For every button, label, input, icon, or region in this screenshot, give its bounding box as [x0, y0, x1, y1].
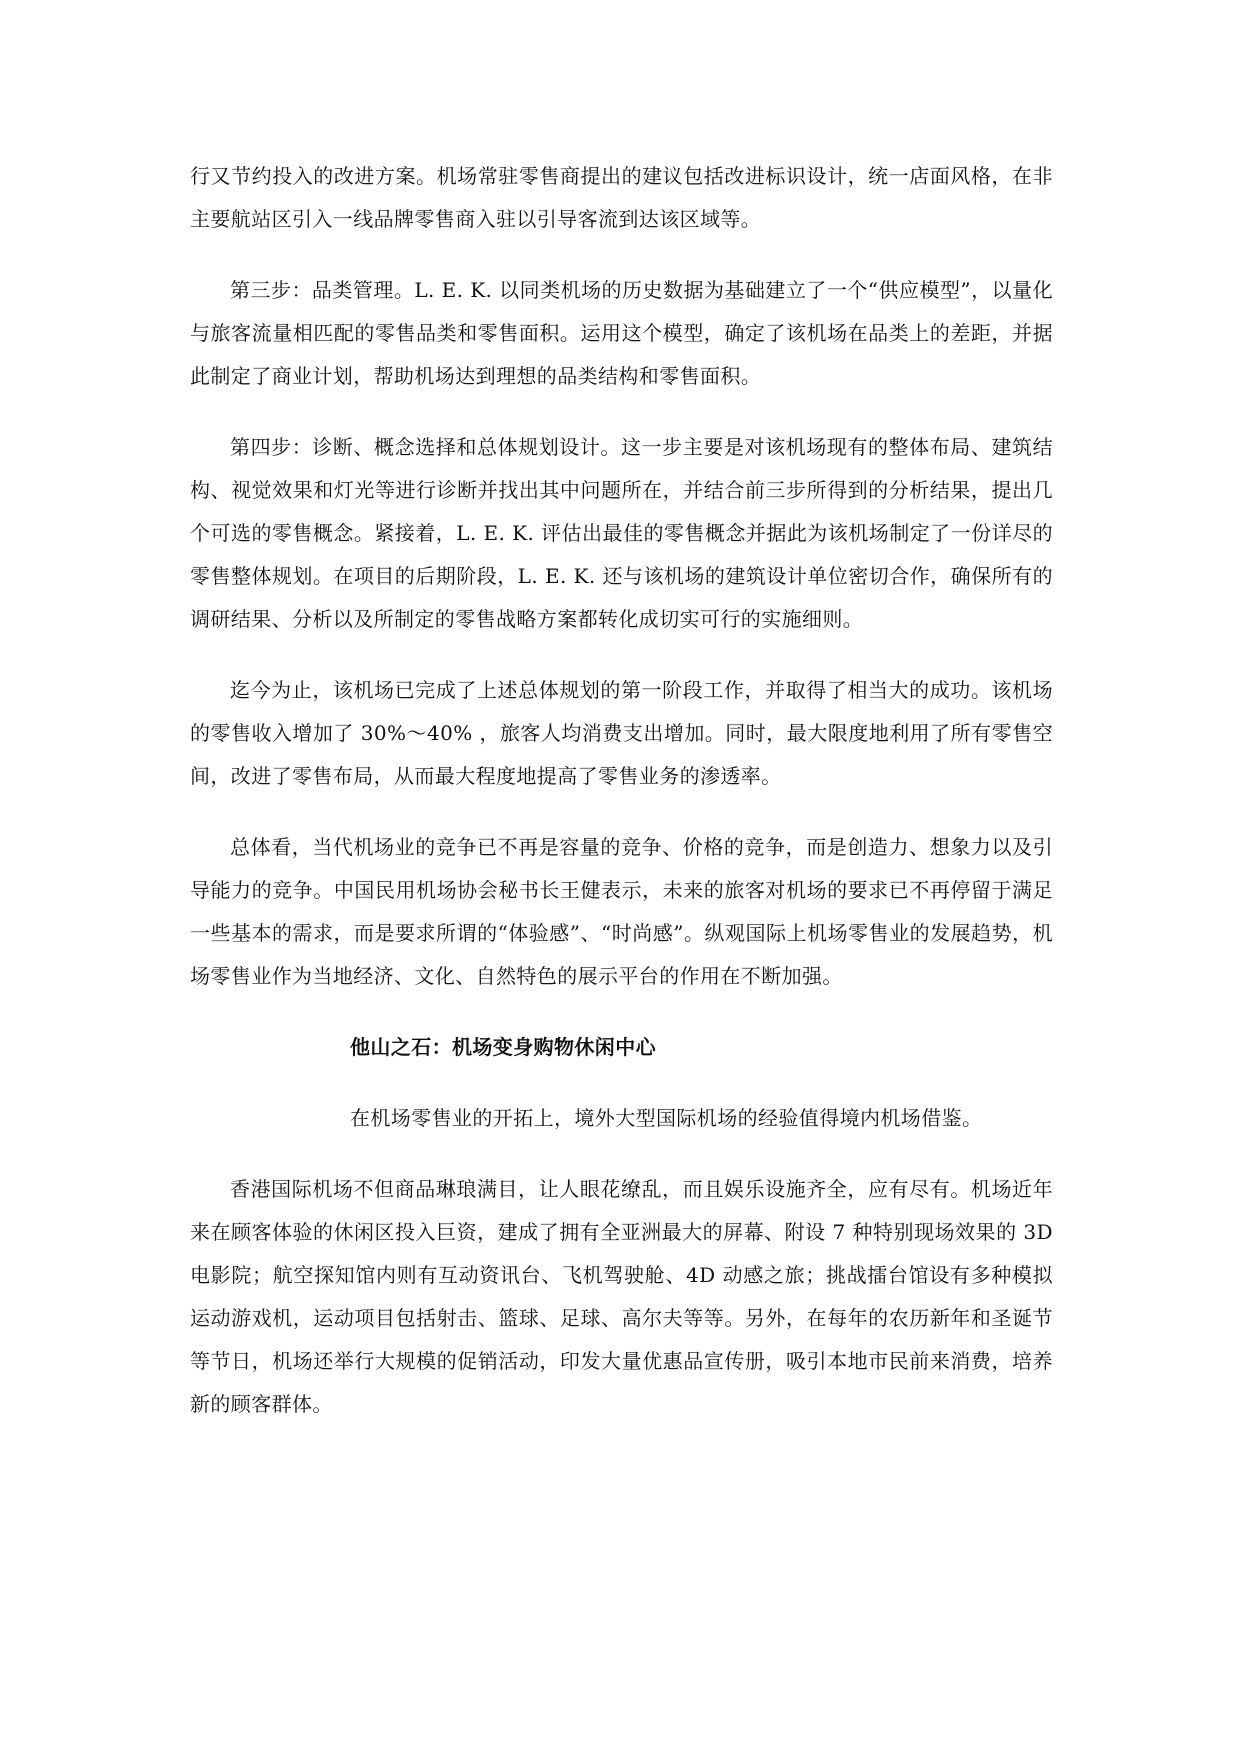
section-heading: 他山之石：机场变身购物休闲中心: [350, 1035, 656, 1059]
document-body: [190, 155, 1053, 1426]
paragraph-gap: [190, 1069, 1053, 1097]
section-intro: 在机场零售业的开拓上，境外大型国际机场的经验值得境内机场借鉴。: [350, 1106, 983, 1130]
paragraph-continuation: 行又节约投入的改进方案。机场常驻零售商提出的建议包括改进标识设计，统一店面风格，在非主要航站区引入一线品牌零售商入驻以引导客流到达该区域等。: [190, 164, 1053, 231]
paragraph-step-four: 第四步：诊断、概念选择和总体规划设计。这一步主要是对该机场现有的整体布局、建筑结构、视觉效果和灯光等进行诊断并找出其中问题所在，并结合前三步所得到的分析结果，提出几个可选的零售概念。紧接着，L. E. K. 评估出最佳的零售概念并据此为该机场制定了一份详尽的零售整体规划。在项目的后期阶段，L. E. K. 还与该机场的建筑设计单位密切合作，确保所有的调研结果、分析以及所制定的零售战略方案都转化成切实可行的实施细则。: [190, 435, 1053, 631]
paragraph-results: 迄今为止，该机场已完成了上述总体规划的第一阶段工作，并取得了相当大的成功。该机场的零售收入增加了 30%～40% ，旅客人均消费支出增加。同时，最大限度地利用了所有零售空间，改进了零售布局，从而最大程度地提高了零售业务的渗透率。: [190, 678, 1053, 788]
paragraph-gap: [190, 241, 1053, 269]
paragraph-gap: [190, 641, 1053, 669]
paragraph-summary: 总体看，当代机场业的竞争已不再是容量的竞争、价格的竞争，而是创造力、想象力以及引导能力的竞争。中国民用机场协会秘书长王健表示，未来的旅客对机场的要求已不再停留于满足一些基本的需求，而是要求所谓的“体验感”、“时尚感”。纵观国际上机场零售业的发展趋势，机场零售业作为当地经济、文化、自然特色的展示平台的作用在不断加强。: [190, 835, 1053, 988]
paragraph-hong-kong: 香港国际机场不但商品琳琅满目，让人眼花缭乱，而且娱乐设施齐全，应有尽有。机场近年来在顾客体验的休闲区投入巨资，建成了拥有全亚洲最大的屏幕、附设 7 种特别现场效果的 3D 电影院；航空探知馆内则有互动资讯台、飞机驾驶舱、4D 动感之旅；挑战擂台馆设有多种模拟运动游戏机，运动项目包括射击、篮球、足球、高尔夫等等。另外，在每年的农历新年和圣诞节等节日，机场还举行大规模的促销活动，印发大量优惠品宣传册，吸引本地市民前来消费，培养新的顾客群体。: [190, 1177, 1053, 1416]
paragraph-gap: [190, 1140, 1053, 1168]
paragraph-gap: [190, 798, 1053, 826]
paragraph-gap: [190, 398, 1053, 426]
paragraph-step-three: 第三步：品类管理。L. E. K. 以同类机场的历史数据为基础建立了一个“供应模型”，以量化与旅客流量相匹配的零售品类和零售面积。运用这个模型，确定了该机场在品类上的差距，并据此制定了商业计划，帮助机场达到理想的品类结构和零售面积。: [190, 278, 1053, 388]
paragraph-gap: [190, 998, 1053, 1026]
